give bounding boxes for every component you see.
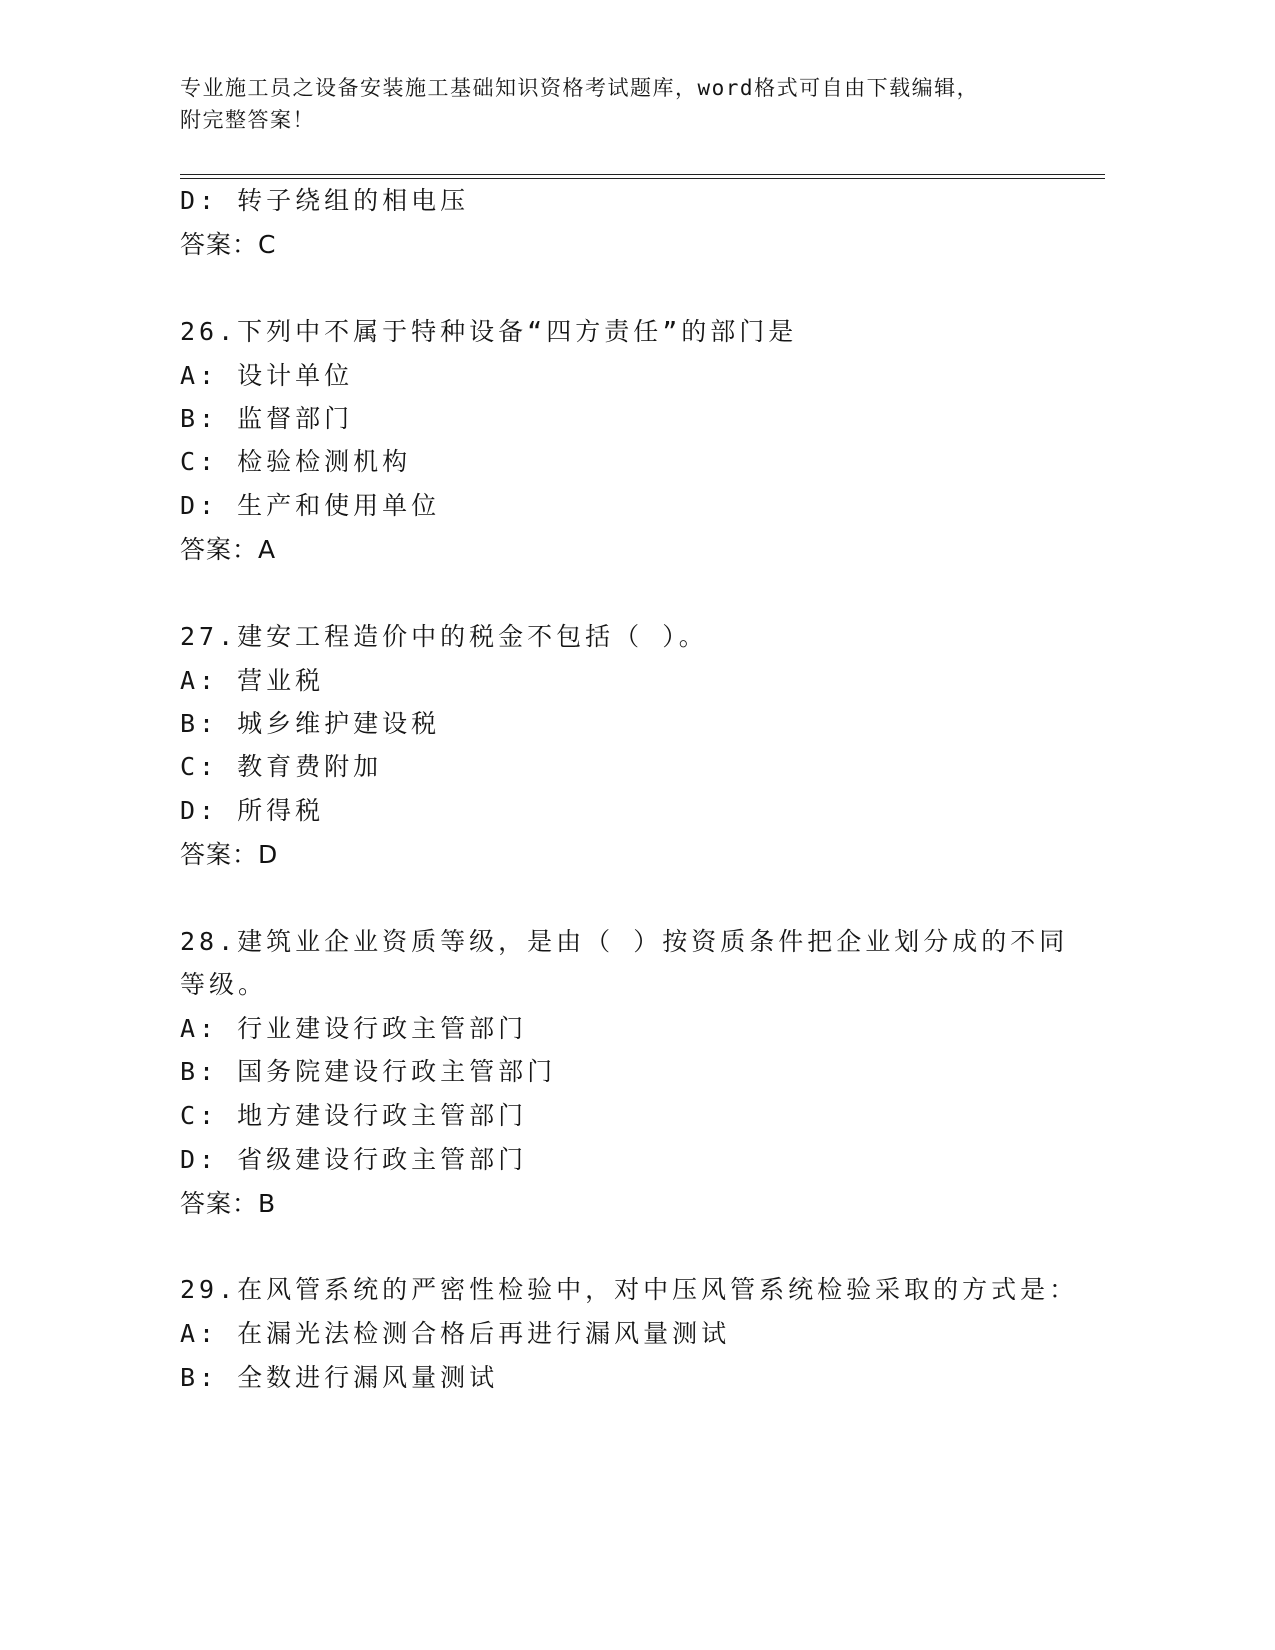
question-26-option-a: A: 设计单位: [180, 361, 354, 390]
question-28-option-b: B: 国务院建设行政主管部门: [180, 1057, 557, 1086]
header-line-2: 附完整答案！: [180, 108, 315, 132]
question-29-stem: 29.在风管系统的严密性检验中，对中压风管系统检验采取的方式是：: [180, 1275, 1079, 1304]
question-28-stem-line-2: 等级。: [180, 970, 268, 999]
question-28-stem-line-1: 28.建筑业企业资质等级，是由（ ）按资质条件把企业划分成的不同: [180, 927, 1069, 956]
question-28-option-d: D: 省级建设行政主管部门: [180, 1145, 528, 1174]
question-29-option-b: B: 全数进行漏风量测试: [180, 1363, 499, 1392]
question-25-option-d: D: 转子绕组的相电压: [180, 186, 470, 215]
question-28-option-c: C: 地方建设行政主管部门: [180, 1101, 528, 1130]
question-27-option-d: D: 所得税: [180, 796, 325, 825]
question-26-option-b: B: 监督部门: [180, 404, 354, 433]
header-line-1: 专业施工员之设备安装施工基础知识资格考试题库，word格式可自由下载编辑，: [180, 76, 980, 100]
question-29-option-a: A: 在漏光法检测合格后再进行漏风量测试: [180, 1319, 731, 1348]
question-27-answer: 答案：D: [180, 840, 279, 869]
document-page: [180, 0, 1110, 1650]
question-26-option-c: C: 检验检测机构: [180, 447, 412, 476]
question-28-option-a: A: 行业建设行政主管部门: [180, 1014, 528, 1043]
question-26-stem: 26.下列中不属于特种设备“四方责任”的部门是: [180, 317, 798, 346]
question-25-answer: 答案：C: [180, 230, 277, 259]
question-28-answer: 答案：B: [180, 1189, 277, 1218]
document-header: [180, 72, 1040, 136]
question-27-option-a: A: 营业税: [180, 666, 325, 695]
question-27-stem: 27.建安工程造价中的税金不包括（ ）。: [180, 622, 708, 651]
header-divider: [180, 174, 1105, 179]
question-27-option-c: C: 教育费附加: [180, 752, 383, 781]
question-26-option-d: D: 生产和使用单位: [180, 491, 441, 520]
question-27-option-b: B: 城乡维护建设税: [180, 709, 441, 738]
question-26-answer: 答案：A: [180, 535, 277, 564]
